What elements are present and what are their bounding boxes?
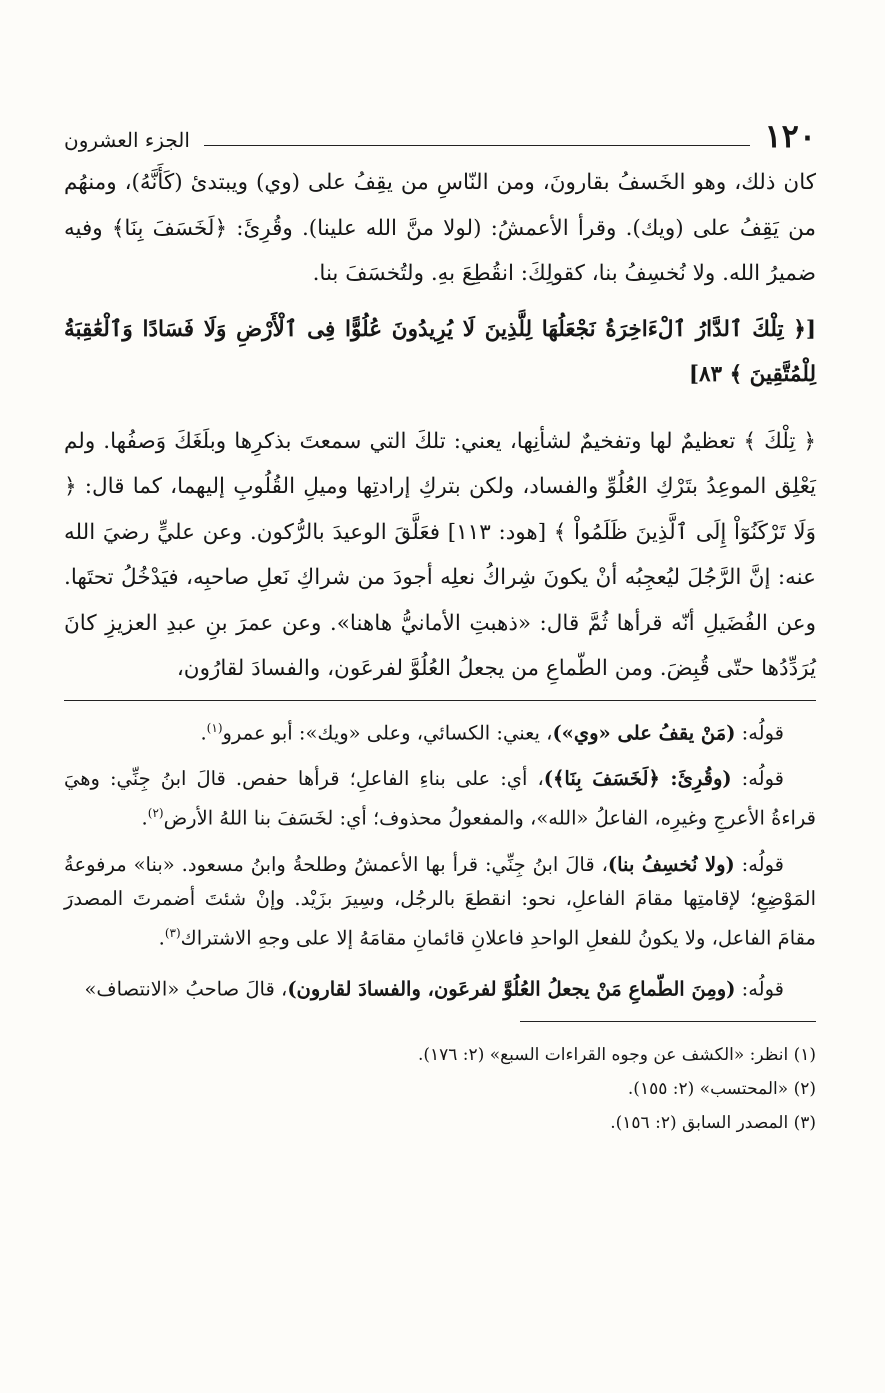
main-paragraph-2: ﴿ تِلْكَ ﴾ تعظيمٌ لها وتفخيمٌ لشأنِها، يعني: تلكَ التي سمعتَ بذكرِها وبلَغَكَ وَصفُها. ولم يَعْلِق الموعِدُ بتَرْكِ العُلُوِّ والفساد، ولكن بتركِ إرادتِها وميلِ القُلُوبِ إليهما، كما قال: ﴿ وَلَا تَرْكَنُوٓاْ إِلَى ٱلَّذِينَ ظَلَمُواْ ﴾ [هود: ١١٣] فعَلَّقَ الوعيدَ بالرُّكون. وعن عليٍّ رضيَ الله عنه: إنَّ الرَّجُلَ ليُعجِبُه أنْ يكونَ شِراكُ نعلِه أجودَ من شراكِ نَعلِ صاحبِه، فيَدْخُلُ تحتَها. وعن الفُضَيلِ أنّه قرأها ثُمَّ قال: «ذهبتِ الأمانيُّ هاهنا». وعن عمرَ بنِ عبدِ العزيزِ كانَ يُرَدِّدُها حتّى قُبِضَ. ومن الطّماعِ من يجعلُ العُلُوَّ لفرعَون، والفسادَ لقارُون، (64, 428, 816, 681)
commentary (64, 711, 816, 1007)
footnote-ref[interactable]: (٢) (147, 806, 164, 820)
footnotes (64, 1038, 816, 1140)
main-paragraph-1: كان ذلك، وهو الخَسفُ بقارونَ، ومن النّاسِ من يقِفُ على (وي) ويبتدئ (كَأَنَّهُ)، ومنهُم من يَقِفُ على (ويك). وقرأ الأعمشُ: (لولا منَّ الله علينا). وقُرِئَ: ﴿لَخَسَفَ بِنَا﴾ وفيه ضميرُ الله. ولا نُخسِفُ بنا، كقولِكَ: انقُطِعَ بهِ. ولتُخسَفَ بنا. (64, 170, 816, 286)
part-title: الجزء العشرون (64, 128, 190, 152)
running-header (64, 112, 816, 155)
page (64, 112, 816, 1140)
footnote-2: (٢) «المحتسب» (٢: ١٥٥). (627, 1078, 816, 1099)
commentary-item: قولُه: (وقُرِئَ: ﴿لَخَسَفَ بِنَا﴾)، أي: على بناءِ الفاعلِ؛ قرأها حفص. قالَ ابنُ جِنِّي: وهيَ قراءةُ الأعرجِ وغيرِه، الفاعلُ «الله»، والمفعولُ محذوف؛ أي: لخَسَفَ بنا اللهُ الأرض$^{(٢)}$. (64, 767, 816, 830)
commentary-divider (64, 700, 816, 701)
page-number: ١٢٠ (764, 117, 816, 155)
quran-verse: [﴿ تِلْكَ ٱلدَّارُ ٱلْءَاخِرَةُ نَجْعَلُهَا لِلَّذِينَ لَا يُرِيدُونَ عُلُوًّا فِى ٱلْأَرْضِ وَلَا فَسَادًا وَٱلْعَٰقِبَةُ لِلْمُتَّقِينَ ﴾ ٨٣] (64, 316, 816, 387)
main-text (64, 160, 816, 692)
footnote-divider (520, 1021, 816, 1022)
header-rule (204, 145, 751, 146)
footnote-3: (٣) المصدر السابق (٢: ١٥٦). (610, 1112, 816, 1133)
commentary-item: قولُه: (مَنْ يقفُ على «وي»)، يعني: الكسائي، وعلى «ويك»: أبو عمرو$^{(١)}$. (200, 720, 784, 744)
footnote-ref[interactable]: (٣) (164, 925, 181, 940)
commentary-item: قولُه: (ومِنَ الطّماعِ مَنْ يجعلُ العُلُوَّ لفرعَون، والفسادَ لقارون)، قالَ صاحبُ «الانتصاف» (84, 977, 784, 1001)
footnote-1: (١) انظر: «الكشف عن وجوه القراءات السبع» (٢: ١٧٦). (417, 1044, 816, 1065)
footnote-ref[interactable]: (١) (206, 720, 223, 735)
commentary-item: قولُه: (ولا نُخسِفُ بنا)، قالَ ابنُ جِنِّي: قرأ بها الأعمشُ وطلحةُ وابنُ مسعود. «بنا» مرفوعةُ المَوْضِعِ؛ لإقامتِها مقامَ الفاعلِ، نحو: انقطعَ بالرجُل، وسِيرَ بزَيْد. وإنْ شئتَ أضمرتَ المصدرَ مقامَ الفاعل، ولا يكونُ للفعلِ الواحدِ فاعلانِ قائمانِ مقامَهُ إلا على وجهِ الاشتراك$^{(٣)}$. (64, 852, 816, 949)
